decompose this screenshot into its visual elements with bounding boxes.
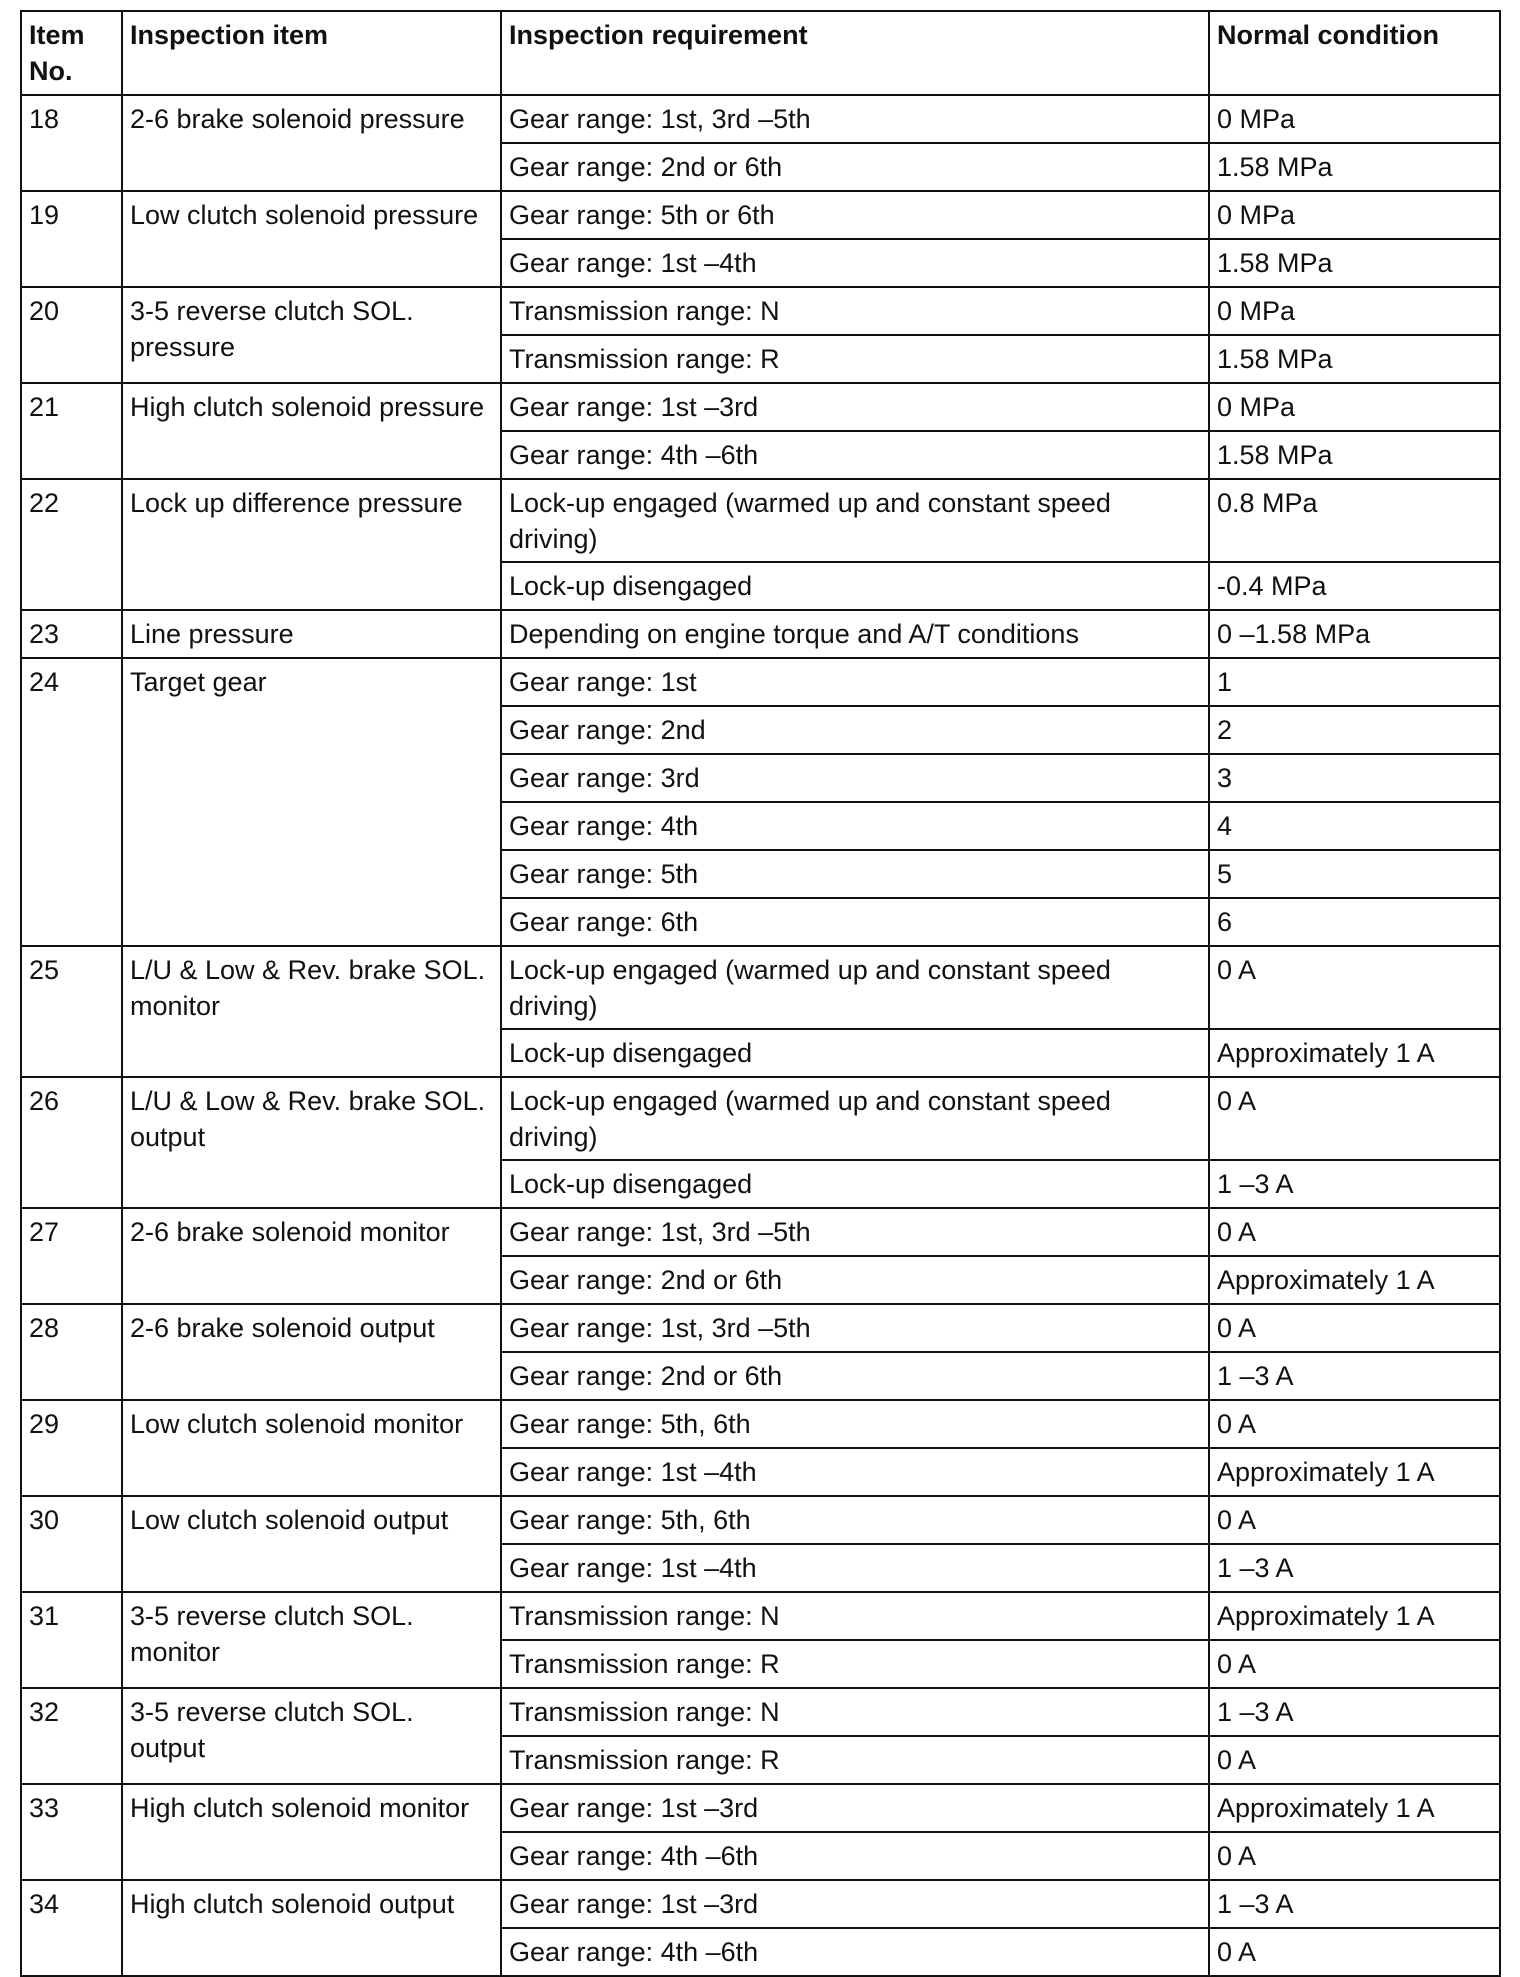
inspection-requirement: Gear range: 1st (501, 658, 1209, 706)
normal-condition: 1.58 MPa (1209, 239, 1500, 287)
inspection-requirement: Gear range: 1st, 3rd –5th (501, 1208, 1209, 1256)
normal-condition: 1 –3 A (1209, 1880, 1500, 1928)
inspection-requirement: Gear range: 1st –3rd (501, 1784, 1209, 1832)
normal-condition: 0 A (1209, 1077, 1500, 1160)
header-item-no: Item No. (21, 11, 122, 95)
item-number: 22 (21, 479, 122, 610)
inspection-requirement: Gear range: 2nd or 6th (501, 1256, 1209, 1304)
inspection-requirement: Gear range: 1st, 3rd –5th (501, 95, 1209, 143)
inspection-item: L/U & Low & Rev. brake SOL. output (122, 1077, 501, 1208)
inspection-item: 2-6 brake solenoid monitor (122, 1208, 501, 1304)
normal-condition: 0.8 MPa (1209, 479, 1500, 562)
normal-condition: Approximately 1 A (1209, 1029, 1500, 1077)
inspection-item: Target gear (122, 658, 501, 946)
inspection-requirement: Gear range: 1st –4th (501, 1448, 1209, 1496)
normal-condition: 5 (1209, 850, 1500, 898)
table-row (21, 383, 1500, 431)
inspection-requirement: Gear range: 1st –4th (501, 1544, 1209, 1592)
inspection-requirement: Depending on engine torque and A/T conditions (501, 610, 1209, 658)
inspection-requirement: Gear range: 2nd or 6th (501, 143, 1209, 191)
inspection-item: L/U & Low & Rev. brake SOL. monitor (122, 946, 501, 1077)
inspection-requirement: Gear range: 2nd (501, 706, 1209, 754)
normal-condition: Approximately 1 A (1209, 1448, 1500, 1496)
normal-condition: 1 –3 A (1209, 1544, 1500, 1592)
table-row (21, 1496, 1500, 1544)
table-row (21, 1592, 1500, 1640)
item-number: 26 (21, 1077, 122, 1208)
item-number: 23 (21, 610, 122, 658)
inspection-item: 2-6 brake solenoid output (122, 1304, 501, 1400)
item-number: 31 (21, 1592, 122, 1688)
header-normal-condition: Normal condition (1209, 11, 1500, 95)
normal-condition: 1 (1209, 658, 1500, 706)
header-row (21, 11, 1500, 95)
inspection-requirement: Lock-up disengaged (501, 1029, 1209, 1077)
table-row (21, 1880, 1500, 1928)
inspection-requirement: Gear range: 5th or 6th (501, 191, 1209, 239)
inspection-requirement: Gear range: 4th –6th (501, 1928, 1209, 1976)
normal-condition: 1 –3 A (1209, 1688, 1500, 1736)
inspection-item: Line pressure (122, 610, 501, 658)
normal-condition: Approximately 1 A (1209, 1592, 1500, 1640)
item-number: 19 (21, 191, 122, 287)
inspection-requirement: Transmission range: N (501, 1592, 1209, 1640)
normal-condition: 0 A (1209, 1208, 1500, 1256)
inspection-requirement: Gear range: 1st –3rd (501, 1880, 1209, 1928)
normal-condition: 6 (1209, 898, 1500, 946)
normal-condition: 0 MPa (1209, 191, 1500, 239)
inspection-requirement: Lock-up disengaged (501, 1160, 1209, 1208)
table-row (21, 1400, 1500, 1448)
inspection-requirement: Transmission range: N (501, 287, 1209, 335)
normal-condition: 0 MPa (1209, 287, 1500, 335)
inspection-item: High clutch solenoid pressure (122, 383, 501, 479)
normal-condition: 0 A (1209, 1928, 1500, 1976)
inspection-requirement: Gear range: 1st –4th (501, 239, 1209, 287)
item-number: 20 (21, 287, 122, 383)
inspection-item: Low clutch solenoid output (122, 1496, 501, 1592)
inspection-requirement: Gear range: 5th, 6th (501, 1400, 1209, 1448)
item-number: 30 (21, 1496, 122, 1592)
normal-condition: 1.58 MPa (1209, 143, 1500, 191)
inspection-requirement: Gear range: 4th (501, 802, 1209, 850)
item-number: 18 (21, 95, 122, 191)
normal-condition: 4 (1209, 802, 1500, 850)
table-row (21, 1784, 1500, 1832)
inspection-requirement: Gear range: 1st, 3rd –5th (501, 1304, 1209, 1352)
inspection-item: 2-6 brake solenoid pressure (122, 95, 501, 191)
table-row (21, 1304, 1500, 1352)
table-row (21, 287, 1500, 335)
inspection-requirement: Gear range: 6th (501, 898, 1209, 946)
table-row (21, 610, 1500, 658)
inspection-table (20, 10, 1501, 1977)
normal-condition: 0 A (1209, 1400, 1500, 1448)
inspection-requirement: Gear range: 4th –6th (501, 431, 1209, 479)
normal-condition: 0 A (1209, 1832, 1500, 1880)
inspection-requirement: Gear range: 5th (501, 850, 1209, 898)
normal-condition: 1.58 MPa (1209, 431, 1500, 479)
inspection-requirement: Gear range: 1st –3rd (501, 383, 1209, 431)
inspection-item: 3-5 reverse clutch SOL. monitor (122, 1592, 501, 1688)
normal-condition: Approximately 1 A (1209, 1256, 1500, 1304)
table-row (21, 658, 1500, 706)
normal-condition: 0 MPa (1209, 383, 1500, 431)
inspection-item: 3-5 reverse clutch SOL. output (122, 1688, 501, 1784)
inspection-requirement: Transmission range: N (501, 1688, 1209, 1736)
normal-condition: 0 –1.58 MPa (1209, 610, 1500, 658)
inspection-requirement: Gear range: 2nd or 6th (501, 1352, 1209, 1400)
inspection-item: Low clutch solenoid pressure (122, 191, 501, 287)
normal-condition: 0 A (1209, 1496, 1500, 1544)
table-row (21, 1688, 1500, 1736)
inspection-requirement: Lock-up engaged (warmed up and constant speed driving) (501, 479, 1209, 562)
inspection-item: High clutch solenoid output (122, 1880, 501, 1976)
item-number: 34 (21, 1880, 122, 1976)
normal-condition: 0 A (1209, 946, 1500, 1029)
normal-condition: 0 MPa (1209, 95, 1500, 143)
header-inspection-item: Inspection item (122, 11, 501, 95)
normal-condition: 2 (1209, 706, 1500, 754)
table-row (21, 1077, 1500, 1160)
normal-condition: Approximately 1 A (1209, 1784, 1500, 1832)
inspection-requirement: Lock-up engaged (warmed up and constant speed driving) (501, 946, 1209, 1029)
inspection-requirement: Lock-up engaged (warmed up and constant speed driving) (501, 1077, 1209, 1160)
inspection-requirement: Gear range: 5th, 6th (501, 1496, 1209, 1544)
item-number: 29 (21, 1400, 122, 1496)
table-row (21, 1208, 1500, 1256)
item-number: 28 (21, 1304, 122, 1400)
item-number: 27 (21, 1208, 122, 1304)
normal-condition: -0.4 MPa (1209, 562, 1500, 610)
item-number: 25 (21, 946, 122, 1077)
inspection-requirement: Transmission range: R (501, 1640, 1209, 1688)
normal-condition: 0 A (1209, 1736, 1500, 1784)
table-row (21, 95, 1500, 143)
inspection-requirement: Gear range: 4th –6th (501, 1832, 1209, 1880)
inspection-item: 3-5 reverse clutch SOL. pressure (122, 287, 501, 383)
normal-condition: 1 –3 A (1209, 1352, 1500, 1400)
inspection-requirement: Transmission range: R (501, 335, 1209, 383)
inspection-requirement: Transmission range: R (501, 1736, 1209, 1784)
table-row (21, 946, 1500, 1029)
table-row (21, 191, 1500, 239)
normal-condition: 1 –3 A (1209, 1160, 1500, 1208)
normal-condition: 1.58 MPa (1209, 335, 1500, 383)
item-number: 24 (21, 658, 122, 946)
normal-condition: 0 A (1209, 1640, 1500, 1688)
normal-condition: 0 A (1209, 1304, 1500, 1352)
inspection-item: Lock up difference pressure (122, 479, 501, 610)
inspection-requirement: Lock-up disengaged (501, 562, 1209, 610)
inspection-item: High clutch solenoid monitor (122, 1784, 501, 1880)
table-row (21, 479, 1500, 562)
inspection-item: Low clutch solenoid monitor (122, 1400, 501, 1496)
item-number: 32 (21, 1688, 122, 1784)
inspection-requirement: Gear range: 3rd (501, 754, 1209, 802)
header-inspection-requirement: Inspection requirement (501, 11, 1209, 95)
normal-condition: 3 (1209, 754, 1500, 802)
item-number: 21 (21, 383, 122, 479)
item-number: 33 (21, 1784, 122, 1880)
